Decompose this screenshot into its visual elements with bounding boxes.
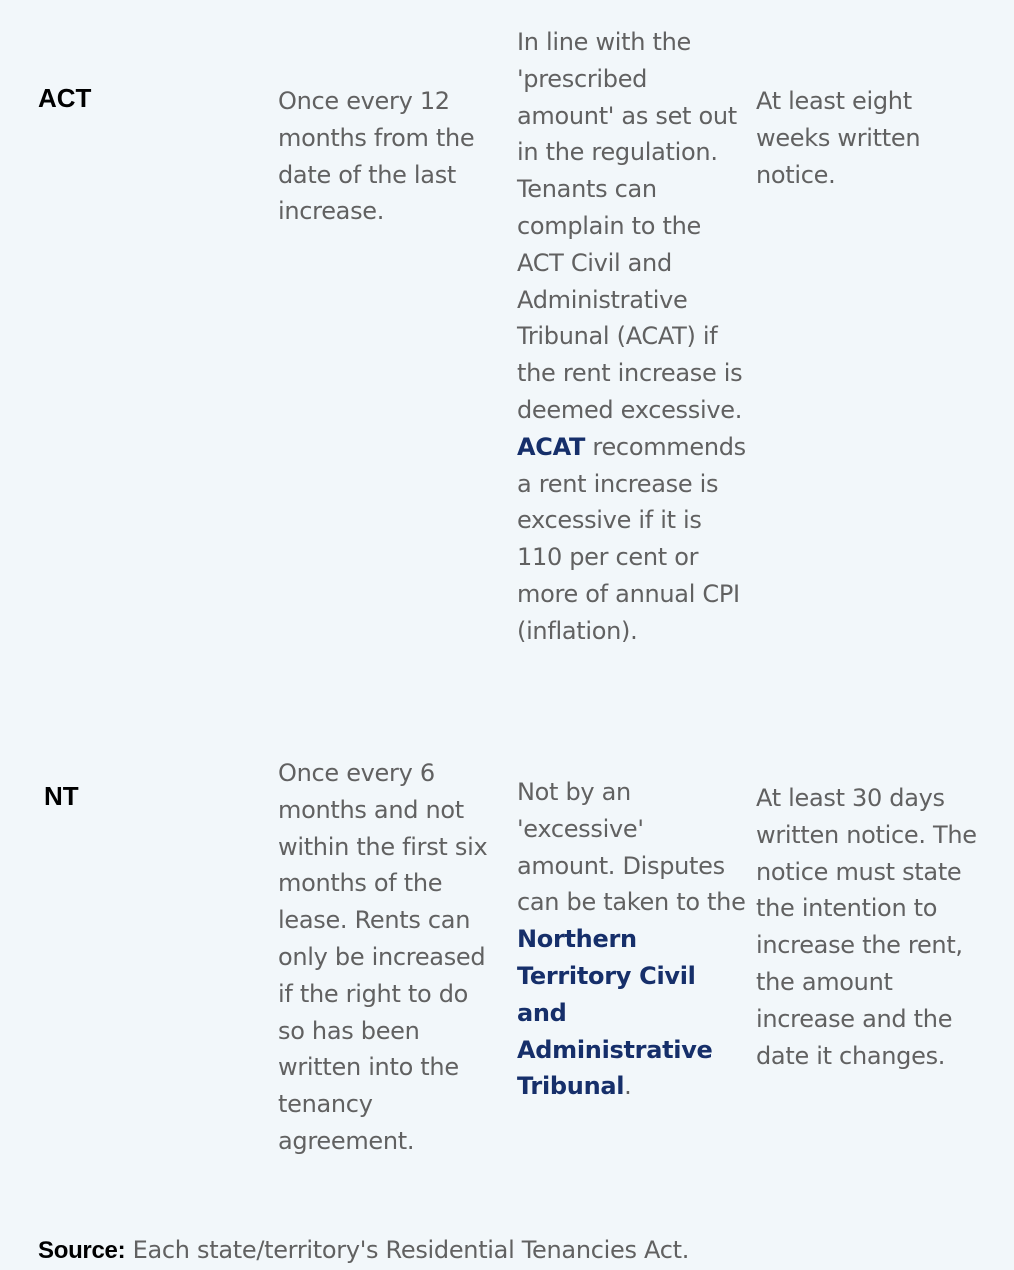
state-label: NT xyxy=(44,781,79,811)
notice-period: At least 30 days written notice. The notice must state the intention to increase the rent, the amount increase and the date it changes. xyxy=(756,784,977,1070)
increase-frequency: Once every 12 months from the date of the last increase. xyxy=(278,87,475,226)
increase-limit-text: Not by an 'excessive' amount. Disputes can be taken to the xyxy=(517,778,746,917)
increase-limit-text-continued: . xyxy=(624,1072,632,1101)
notice-period: At least eight weeks written notice. xyxy=(756,87,921,189)
increase-limit-text: In line with the 'prescribed amount' as set out in the regulation. Tenants can complain to the ACT Civil and Administrative Tribunal (ACAT) if the rent increase is deemed excessive. xyxy=(517,28,743,424)
increase-limit xyxy=(517,24,747,650)
source-note xyxy=(38,1232,689,1269)
acat-link[interactable]: ACAT xyxy=(517,432,586,461)
source-text: Each state/territory's Residential Tenancies Act. xyxy=(132,1236,690,1264)
increase-frequency: Once every 6 months and not within the first six months of the lease. Rents can only be increased if the right to do so has been written into the tenancy agreement. xyxy=(278,759,488,1155)
increase-limit xyxy=(517,774,747,1105)
nt-tribunal-link[interactable]: Northern Territory Civil and Administrative Tribunal xyxy=(517,925,713,1101)
source-label: Source: xyxy=(38,1237,126,1264)
increase-limit-text-continued: recommends a rent increase is excessive if it is 110 per cent or more of annual CPI (inflation). xyxy=(517,432,746,645)
state-label: ACT xyxy=(38,83,92,113)
